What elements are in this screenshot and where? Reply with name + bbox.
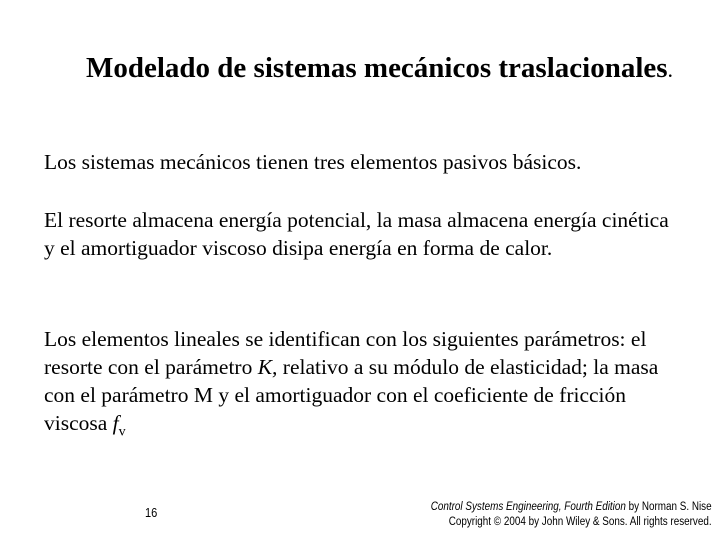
page-number: 16 <box>145 505 158 520</box>
paragraph-parameters <box>44 325 684 446</box>
slide-title-text: Modelado de sistemas mecánicos traslacionales <box>86 52 668 84</box>
symbol-k: K, <box>257 355 278 379</box>
footer-author: by Norman S. Nise <box>626 501 712 513</box>
slide-title <box>86 50 686 88</box>
paragraph-energy: El resorte almacena energía potencial, la masa almacena energía cinética y el amortiguador viscoso disipa energía en forma de calor. <box>44 208 669 260</box>
footer-book-title: Control Systems Engineering, Fourth Edition <box>431 501 627 513</box>
paragraph-parameters-part1: Los elementos lineales se identifican con los siguientes parámetros: el resorte con el parámetro <box>44 327 647 379</box>
slide-title-period: . <box>667 57 674 82</box>
paragraph-passive-elements: Los sistemas mecánicos tienen tres elementos pasivos básicos. <box>44 150 582 174</box>
footer-book-line <box>431 500 712 515</box>
footer-credit <box>431 500 712 530</box>
paragraph-parameters-part2: relativo a su módulo de elasticidad; la masa con el parámetro M y el amortiguador con el coeficiente de fricción viscosa <box>44 355 659 435</box>
symbol-f: f <box>112 411 119 435</box>
symbol-f-subscript: v <box>118 424 126 440</box>
footer-copyright: Copyright © 2004 by John Wiley & Sons. All rights reserved. <box>449 516 712 528</box>
